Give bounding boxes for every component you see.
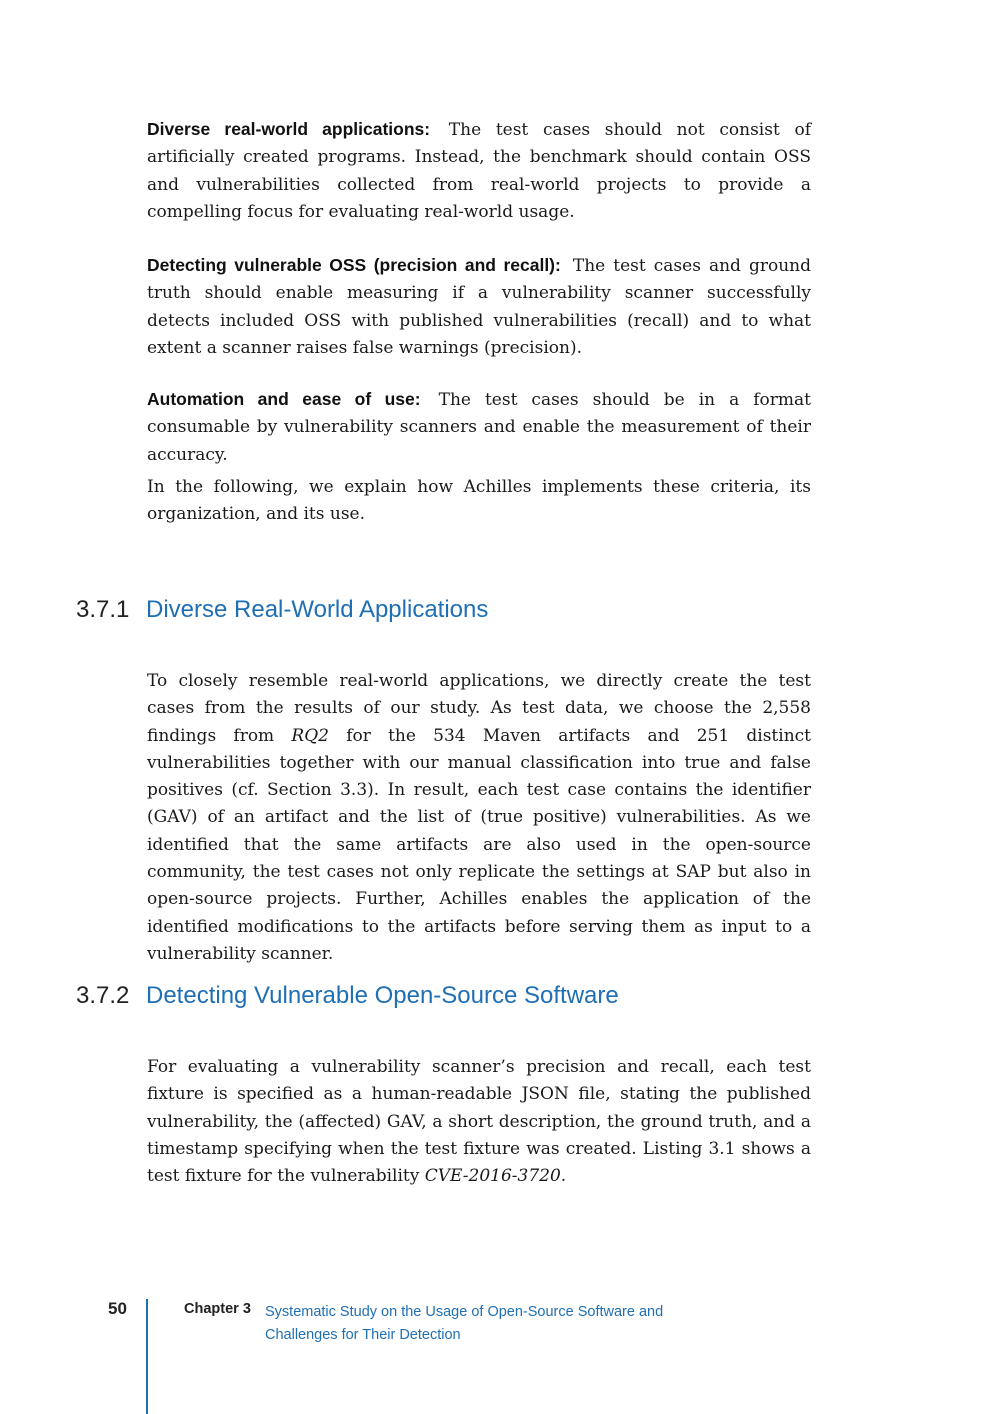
criterion-text: The test cases should not consist of artificially created programs. Instead, the benchmark should contain OSS and vulnerabilities collected from real-world projects to provide a compelling focus for evaluating real-world usage. [147,120,811,222]
section-title: Diverse Real-World Applications [146,596,489,623]
criterion-precision-recall [147,252,811,362]
intro-paragraph: In the following, we explain how Achilles implements these criteria, its organization, and its use. [147,477,811,525]
section-number: 3.7.1 [76,596,130,623]
section-3-7-2-body [147,1054,811,1190]
criterion-automation [147,386,811,469]
criterion-diverse-applications [147,116,811,226]
footer-divider [146,1299,148,1414]
footer-chapter-title: Systematic Study on the Usage of Open-Source Software and Challenges for Their Detection [265,1304,664,1343]
body-emphasis: CVE-2016-3720 [424,1166,561,1187]
criterion-label: Detecting vulnerable OSS (precision and recall): [147,255,561,275]
section-heading-3-7-1 [76,596,488,628]
body-text: For evaluating a vulnerability scanner’s precision and recall, each test fixture is specified as a human-readable JSON file, stating the published vulnerability, the (affected) GAV, a short description, the ground truth, and a timestamp specifying when the test fixture was created. Listing 3.1 shows a test fixture for the vulnerability [147,1057,811,1187]
body-text: for the 534 Maven artifacts and 251 distinct vulnerabilities together with our manual classification into true and false positives (cf. Section 3.3). In result, each test case contains the identifier (GAV) of an artifact and the list of (true positive) vulnerabilities. As we identified that the same artifacts are also used in the open-source community, the test cases not only replicate the settings at SAP but also in open-source projects. Further, Achilles enables the application of the identified modifications to the artifacts before serving them as input to a vulnerability scanner. [147,725,811,964]
body-text: To closely resemble real-world applications, we directly create the test cases from the results of our study. As test data, we choose the 2,558 findings from [147,671,811,746]
criterion-label: Automation and ease of use: [147,389,421,409]
footer-chapter-label: Chapter 3 [184,1301,251,1317]
section-number: 3.7.2 [76,982,130,1009]
page-number: 50 [108,1299,127,1318]
criterion-text: The test cases and ground truth should enable measuring if a vulnerability scanner successfully detects included OSS with published vulnerabilities (recall) and to what extent a scanner raises false warnings (precision). [147,256,811,358]
section-title: Detecting Vulnerable Open-Source Software [146,982,619,1009]
section-3-7-1-body [147,668,811,968]
section-heading-3-7-2 [76,982,619,1014]
criterion-text: The test cases should be in a format consumable by vulnerability scanners and enable the measurement of their accuracy. [147,390,812,465]
criterion-label: Diverse real-world applications: [147,119,431,139]
body-text: . [560,1166,567,1187]
body-emphasis: RQ2 [291,725,329,746]
